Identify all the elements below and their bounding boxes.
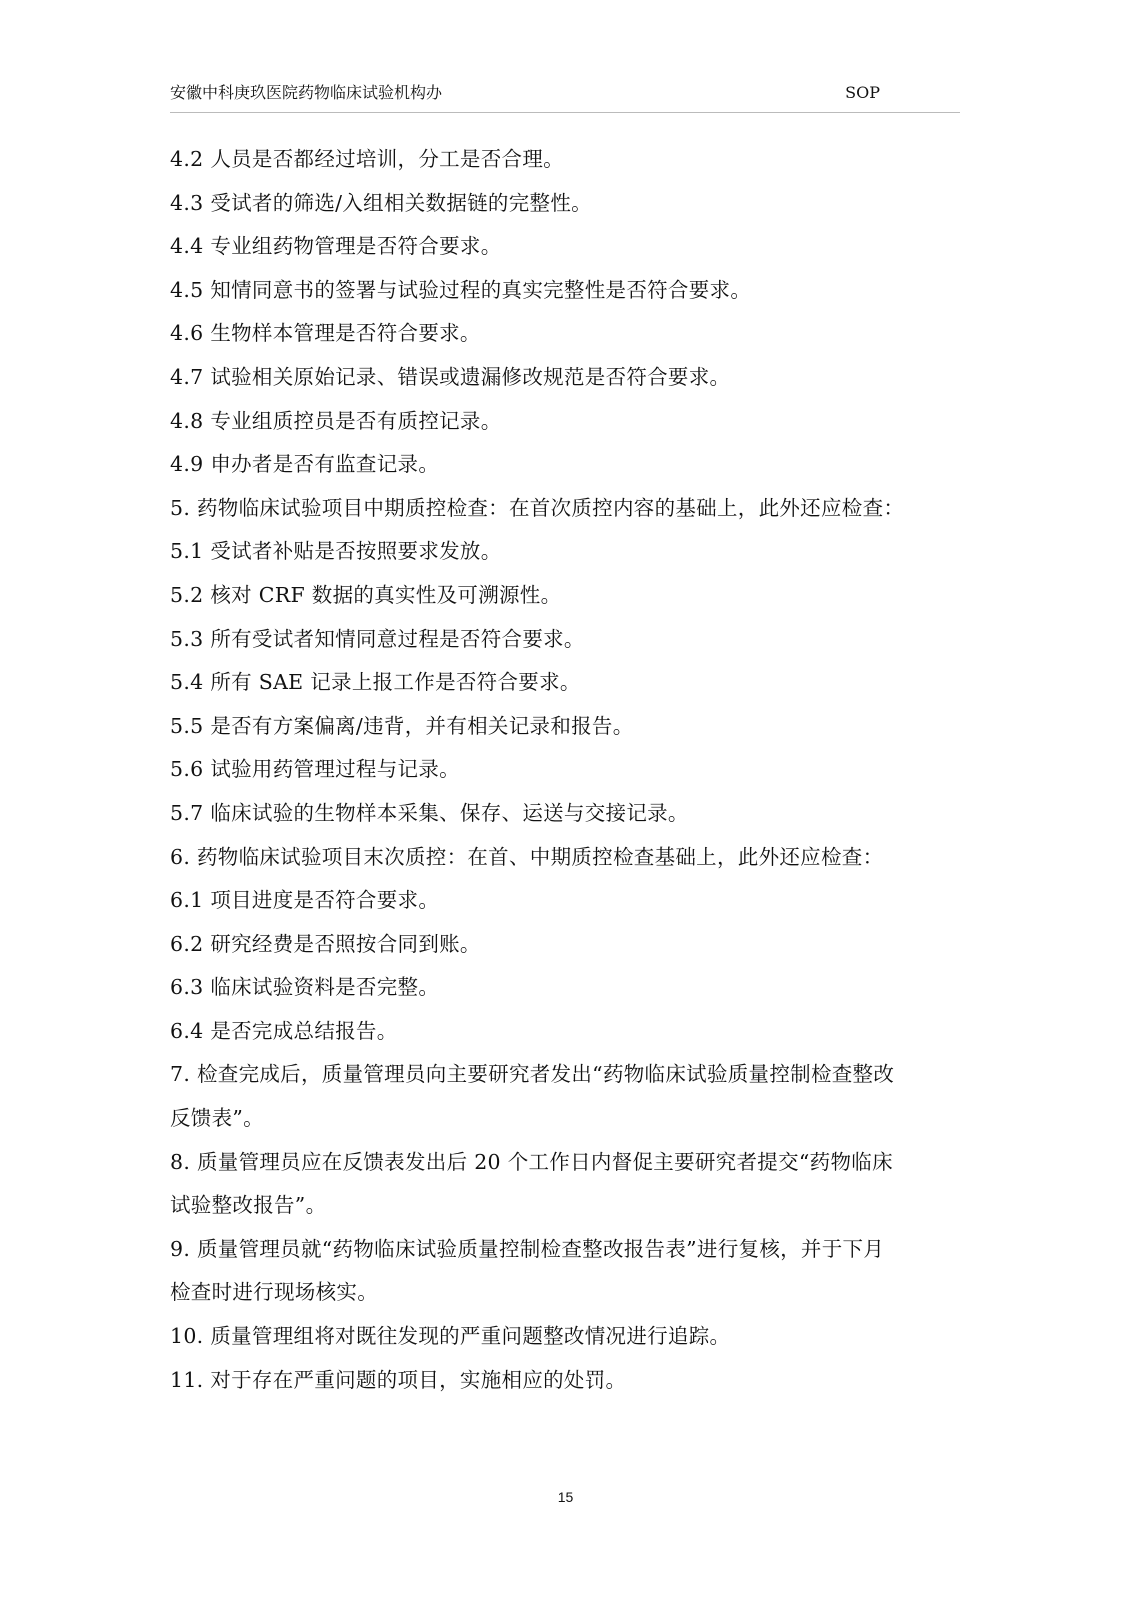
section-7-line-1: 7. 检查完成后，质量管理员向主要研究者发出“药物临床试验质量控制检查整改 [170, 1062, 895, 1087]
section-10: 10. 质量管理组将对既往发现的严重问题整改情况进行追踪。 [170, 1324, 731, 1349]
text-line-6-2: 6.2 研究经费是否照按合同到账。 [170, 931, 481, 956]
text-line-4-5: 4.5 知情同意书的签署与试验过程的真实完整性是否符合要求。 [170, 277, 752, 302]
text-line-6-1: 6.1 项目进度是否符合要求。 [170, 888, 440, 913]
section-7-line-2: 反馈表”。 [170, 1106, 264, 1131]
text-line-4-7: 4.7 试验相关原始记录、错误或遗漏修改规范是否符合要求。 [170, 364, 731, 389]
text-line-5-2: 5.2 核对 CRF 数据的真实性及可溯源性。 [170, 582, 562, 607]
text-line-5-6: 5.6 试验用药管理过程与记录。 [170, 757, 460, 782]
text-line-6-4: 6.4 是否完成总结报告。 [170, 1018, 398, 1043]
text-line-4-4: 4.4 专业组药物管理是否符合要求。 [170, 234, 502, 259]
section-9-line-1: 9. 质量管理员就“药物临床试验质量控制检查整改报告表”进行复核，并于下月 [170, 1236, 885, 1261]
section-9-line-2: 检查时进行现场核实。 [170, 1280, 378, 1305]
text-line-5-7: 5.7 临床试验的生物样本采集、保存、运送与交接记录。 [170, 800, 689, 825]
section-11: 11. 对于存在严重问题的项目，实施相应的处罚。 [170, 1367, 627, 1392]
text-line-4-9: 4.9 申办者是否有监查记录。 [170, 452, 440, 477]
text-line-5-5: 5.5 是否有方案偏离/违背，并有相关记录和报告。 [170, 713, 634, 738]
text-line-4-6: 4.6 生物样本管理是否符合要求。 [170, 321, 481, 346]
page-number: 15 [557, 1489, 574, 1505]
header-institution: 安徽中科庚玖医院药物临床试验机构办 [170, 83, 443, 102]
text-line-4-3: 4.3 受试者的筛选/入组相关数据链的完整性。 [170, 190, 592, 215]
section-heading-6: 6. 药物临床试验项目末次质控：在首、中期质控检查基础上，此外还应检查： [170, 844, 884, 869]
text-line-6-3: 6.3 临床试验资料是否完整。 [170, 975, 440, 1000]
header-divider [170, 112, 960, 113]
page-header [170, 82, 880, 104]
header-doc-type: SOP [845, 83, 880, 102]
section-8-line-1: 8. 质量管理员应在反馈表发出后 20 个工作日内督促主要研究者提交“药物临床 [170, 1149, 893, 1174]
text-line-5-1: 5.1 受试者补贴是否按照要求发放。 [170, 539, 502, 564]
document-body [170, 138, 960, 1402]
text-line-5-4: 5.4 所有 SAE 记录上报工作是否符合要求。 [170, 670, 581, 695]
section-heading-5: 5. 药物临床试验项目中期质控检查：在首次质控内容的基础上，此外还应检查： [170, 495, 905, 520]
section-8-line-2: 试验整改报告”。 [170, 1193, 327, 1218]
text-line-5-3: 5.3 所有受试者知情同意过程是否符合要求。 [170, 626, 585, 651]
text-line-4-8: 4.8 专业组质控员是否有质控记录。 [170, 408, 502, 433]
text-line-4-2: 4.2 人员是否都经过培训，分工是否合理。 [170, 147, 564, 171]
